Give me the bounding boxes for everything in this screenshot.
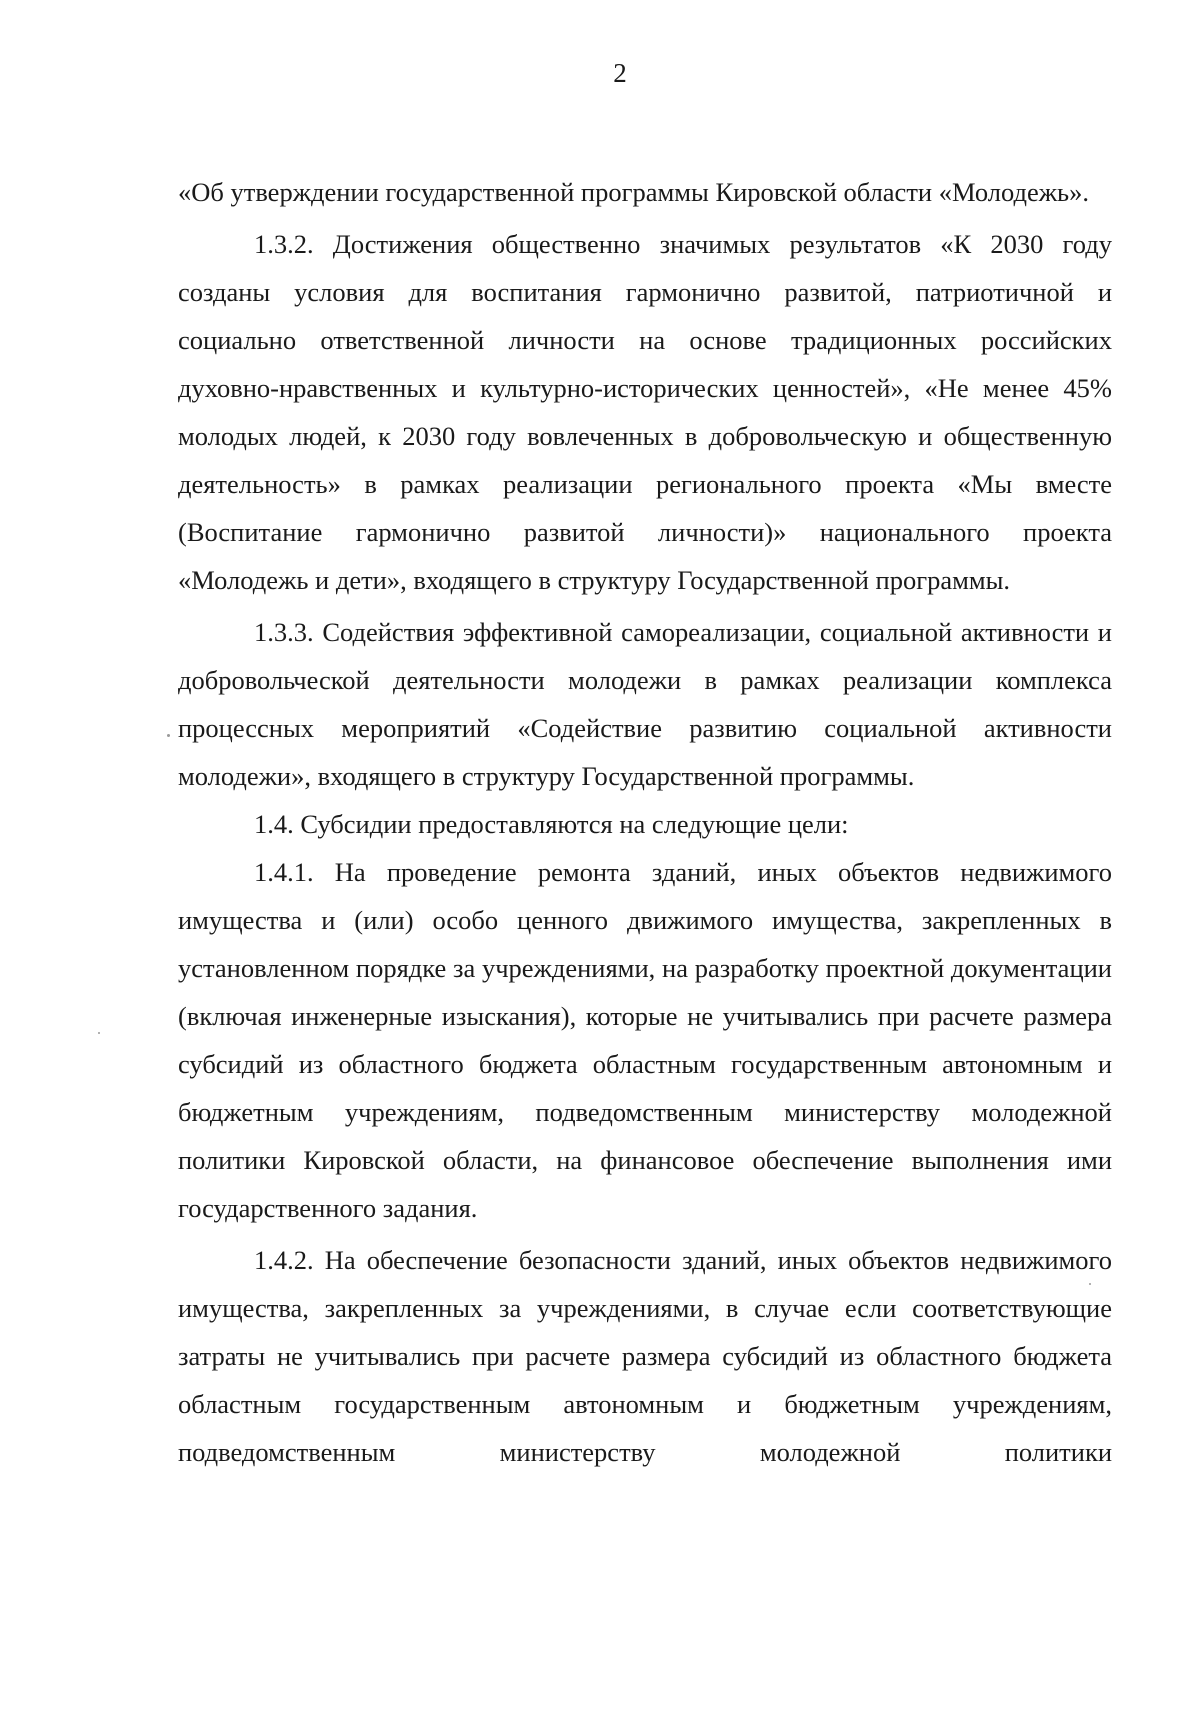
paragraph-1-3-2: 1.3.2. Достижения общественно значимых результатов «К 2030 году созданы условия для воспитания гармонично развитой, патриотичной и социально ответственной личности на основе традиционных российских духовно-нравственных и культурно-исторических ценностей», «Не менее 45% молодых людей, к 2030 году вовлеченных в добровольческую и общественную деятельность» в рамках реализации регионального проекта «Мы вместе (Воспитание гармонично развитой личности)» национального проекта «Молодежь и дети», входящего в структуру Государственной программы. [178,229,1112,595]
scan-speck [1089,1283,1091,1285]
paragraph-1-4-1: 1.4.1. На проведение ремонта зданий, иных объектов недвижимого имущества и (или) особо ценного движимого имущества, закрепленных в установленном порядке за учреждениями, на разработку проектной документации (включая инженерные изыскания), которые не учитывались при расчете размера субсидий из областного бюджета областным государственным автономным и бюджетным учреждениям, подведомственным министерству молодежной политики Кировской области, на финансовое обеспечение выполнения ими государственного задания. [178,857,1112,1223]
scan-speck [98,1032,100,1034]
scan-speck [167,734,170,737]
page-number: 2 [613,58,627,88]
document-body [178,168,1112,1476]
paragraph-1-4: 1.4. Субсидии предоставляются на следующие цели: [254,809,849,839]
paragraph-program-title: «Об утверждении государственной программы Кировской области «Молодежь». [178,177,1089,207]
paragraph-1-4-2: 1.4.2. На обеспечение безопасности зданий, иных объектов недвижимого имущества, закрепленных за учреждениями, в случае если соответствующие затраты не учитывались при расчете размера субсидий из областного бюджета областным государственным автономным и бюджетным учреждениям, подведомственным министерству молодежной политики [178,1245,1112,1467]
paragraph-1-3-3: 1.3.3. Содействия эффективной самореализации, социальной активности и добровольческой деятельности молодежи в рамках реализации комплекса процессных мероприятий «Содействие развитию социальной активности молодежи», входящего в структуру Государственной программы. [178,617,1112,791]
